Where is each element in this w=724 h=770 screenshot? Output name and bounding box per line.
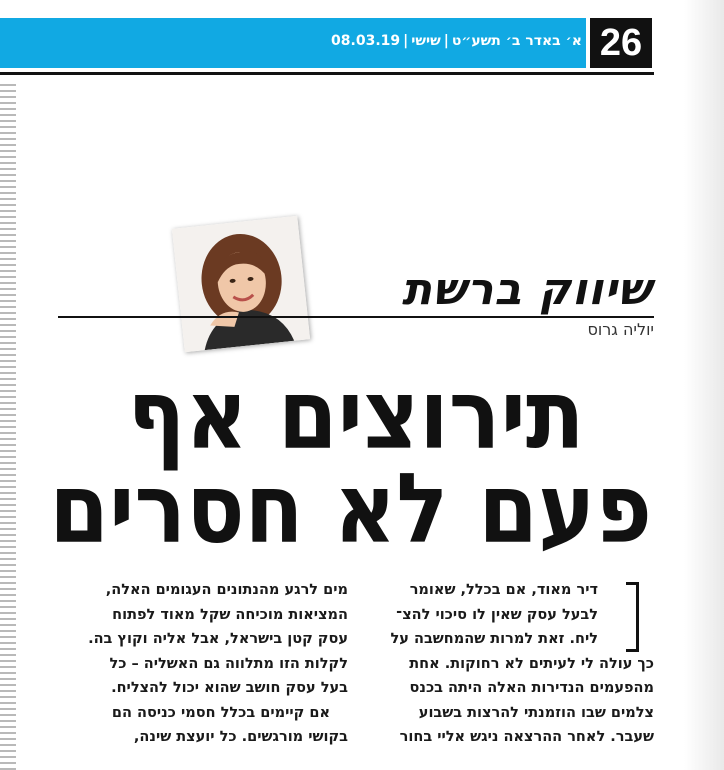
body-line: בעל עסק חושב שהוא יכול להצליח. [111, 680, 348, 696]
body-line: שעבר. לאחר ההרצאה ניגש אליי בחור [399, 729, 654, 745]
page-edge-shadow [684, 0, 724, 770]
body-line: מהפעמים הנדירות האלה היתה בכנס [409, 680, 654, 696]
header-hebrew-date: א׳ באדר ב׳ תשע״ט [451, 33, 582, 49]
header-day: שישי [411, 33, 441, 49]
header-date-line: א׳ באדר ב׳ תשע״ט|שישי|08.03.19 [331, 33, 582, 49]
page-number: 26 [590, 18, 652, 68]
body-line: ליח. זאת למרות שהמחשבה על [390, 631, 598, 647]
body-line: לבעל עסק שאין לו סיכוי להצ־ [396, 606, 598, 623]
adjacent-page-strip [0, 84, 16, 770]
body-line: המציאות מוכיחה שקל מאוד לפתוח [112, 606, 348, 623]
body-line: עסק קטן בישראל, אבל אליה וקוץ בה. [88, 631, 348, 647]
author-name: יוליה גרוס [587, 320, 654, 339]
body-line: כך עולה לי לעיתים לא רחוקות. אחת [409, 655, 654, 672]
body-line: אם קיימים בכלל חסמי כניסה הם [111, 704, 330, 721]
title-rule [58, 316, 654, 318]
article-headline [49, 359, 652, 565]
body-column-left [56, 578, 348, 770]
body-line: מים לרגע מהנתונים העגומים האלה, [105, 582, 348, 598]
header-rule [0, 72, 654, 75]
body-line: צלמים שבו הוזמנתי להרצות בשבוע [418, 704, 654, 721]
body-column-right [372, 578, 654, 770]
body-line: בקושי מורגשים. כל יועצת שינה, [133, 729, 348, 745]
body-line: לקלות הזו מתלווה גם האשליה – כל [109, 655, 348, 672]
headline-line-2: פעם לא חסרים [49, 453, 652, 565]
column-title: שיווק ברשת [401, 264, 652, 315]
author-photo [172, 216, 310, 352]
header-date: 08.03.19 [331, 33, 401, 49]
headline-line-1: תירוצים אף [127, 359, 585, 471]
body-line: דיר מאוד, אם בכלל, שאומר [409, 582, 598, 598]
